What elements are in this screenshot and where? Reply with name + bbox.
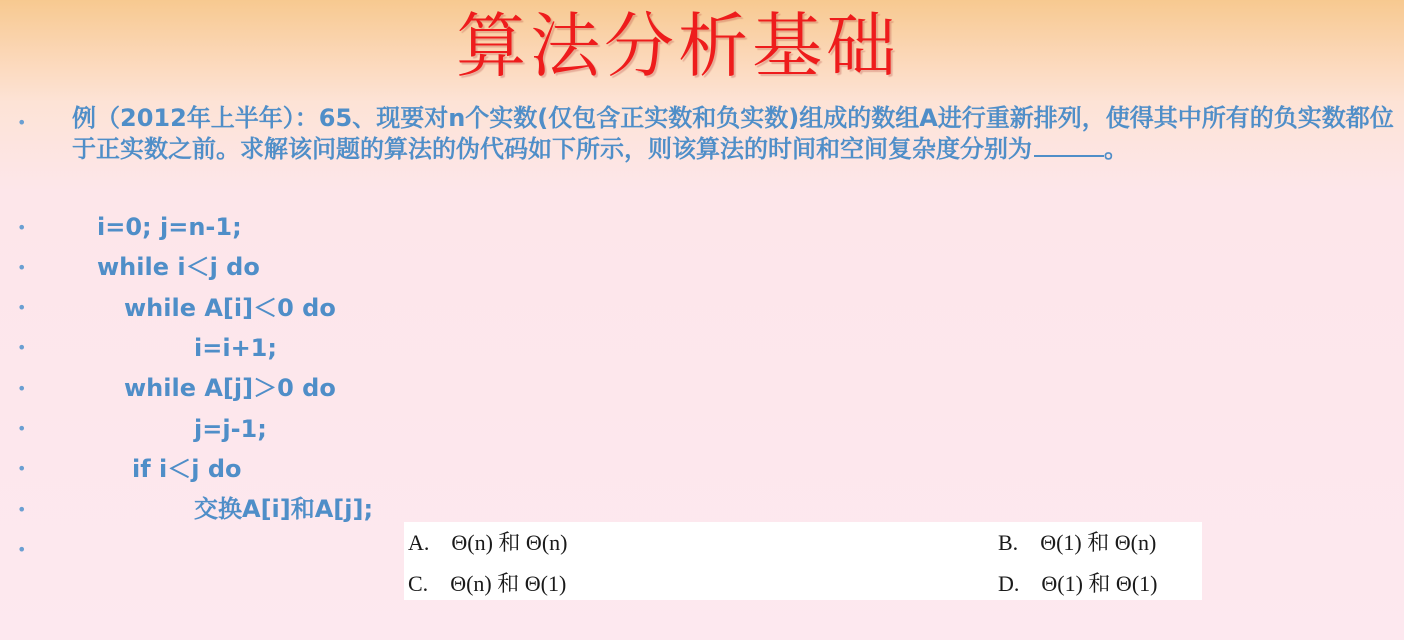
question-text <box>72 103 1397 165</box>
code-line: while i＜j do <box>97 253 260 281</box>
bullet-marker: • <box>17 258 27 277</box>
code-line: while A[i]＜0 do <box>124 294 336 322</box>
option-c-letter: C. <box>408 571 429 596</box>
option-d[interactable] <box>998 567 1157 598</box>
bullet-marker: • <box>17 298 27 317</box>
code-line: i=0; j=n-1; <box>97 213 242 241</box>
code-line: if i＜j do <box>132 455 242 483</box>
option-d-text: Θ(1) 和 Θ(1) <box>1041 571 1158 596</box>
option-a-letter: A. <box>408 530 430 555</box>
option-b[interactable] <box>998 526 1156 557</box>
slide-title: 算法分析基础 <box>456 5 900 87</box>
answer-blank <box>1034 135 1104 157</box>
bullet-marker: • <box>17 379 27 398</box>
bullet-marker: • <box>17 459 27 478</box>
bullet-marker: • <box>17 113 27 132</box>
code-line: while A[j]＞0 do <box>124 374 336 402</box>
question-body: 例（2012年上半年）：65、现要对n个实数(仅包含正实数和负实数)组成的数组A进行重新排列，使得其中所有的负实数都位于正实数之前。求解该问题的算法的伪代码如下所示，则该算法的时间和空间复杂度分别为 <box>72 104 1394 163</box>
option-c-text: Θ(n) 和 Θ(1) <box>450 571 567 596</box>
option-c[interactable] <box>408 567 566 598</box>
bullet-marker: • <box>17 500 27 519</box>
bullet-marker: • <box>17 419 27 438</box>
code-line: 交换A[i]和A[j]; <box>194 495 374 523</box>
option-b-letter: B. <box>998 530 1019 555</box>
option-a[interactable] <box>408 526 567 557</box>
question-end: 。 <box>1104 135 1128 163</box>
code-line: j=j-1; <box>194 415 267 443</box>
option-d-letter: D. <box>998 571 1020 596</box>
code-line: i=i+1; <box>194 334 277 362</box>
bullet-marker: • <box>17 338 27 357</box>
option-b-text: Θ(1) 和 Θ(n) <box>1040 530 1157 555</box>
option-a-text: Θ(n) 和 Θ(n) <box>451 530 568 555</box>
bullet-marker: • <box>17 540 27 559</box>
answer-options <box>404 522 1202 600</box>
bullet-marker: • <box>17 218 27 237</box>
